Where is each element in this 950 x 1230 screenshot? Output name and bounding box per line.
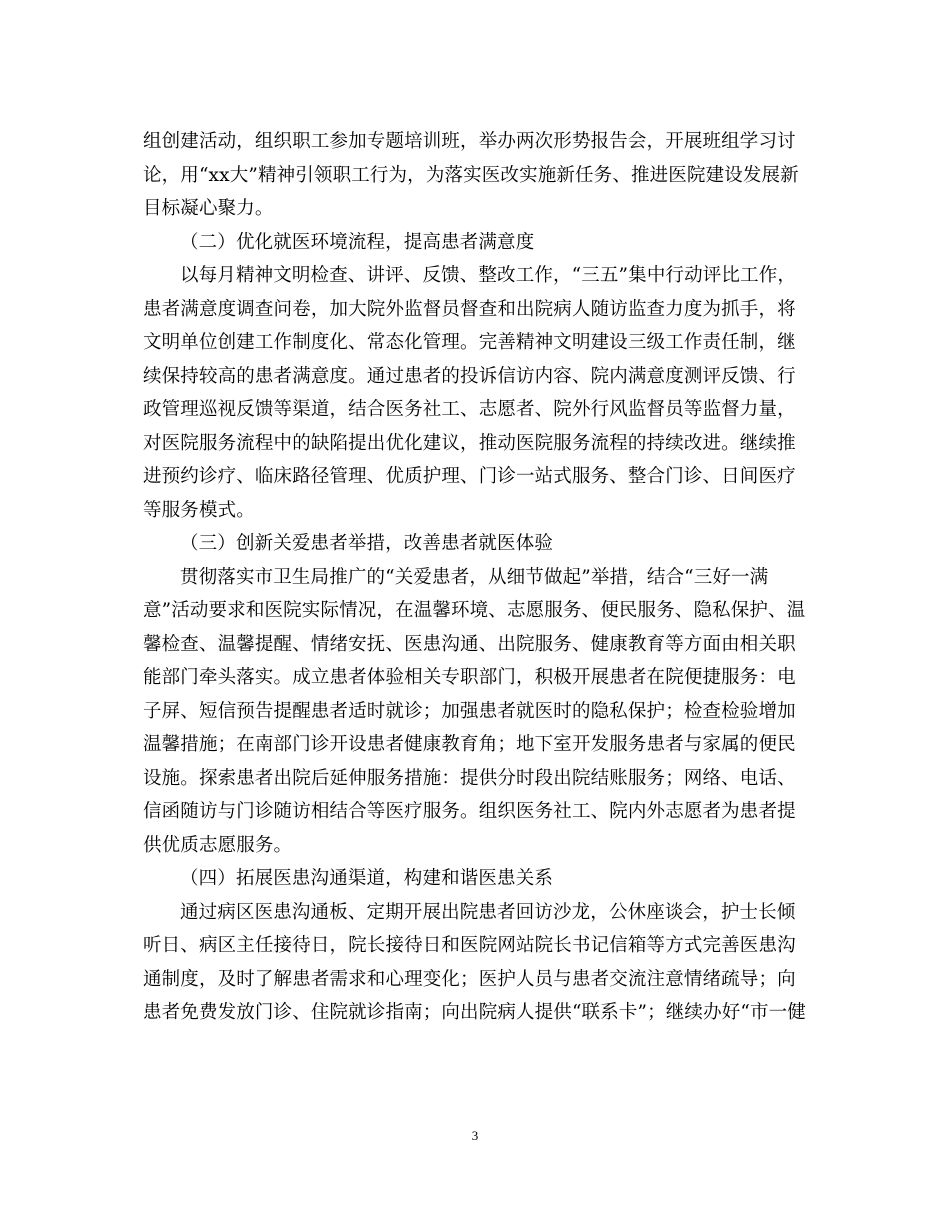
text-line: 贯彻落实市卫生局推广的“关爱患者，从细节做起”举措，结合“三好一满 xyxy=(180,566,769,588)
text-line: 供优质志愿服务。 xyxy=(143,834,293,856)
text-line: 进预约诊疗、临床路径管理、优质护理、门诊一站式服务、整合门诊、日间医疗 xyxy=(143,466,796,487)
text-line: 通过病区医患沟通板、定期开展出院患者回访沙龙，公休座谈会，护士长倾 xyxy=(180,901,796,923)
text-line: 对医院服务流程中的缺陷提出优化建议，推动医院服务流程的持续改进。继续推 xyxy=(143,432,796,454)
text-line: 以每月精神文明检查、讲评、反馈、整改工作，“三五”集中行动评比工作， xyxy=(180,265,797,286)
text-line: 组创建活动，组织职工参加专题培训班，举办两次形势报告会，开展班组学习讨 xyxy=(143,131,796,152)
text-line: 患者免费发放门诊、住院就诊指南；向出院病人提供“联系卡”；继续办好“市一健 xyxy=(143,1002,806,1023)
text-line: 目标凝心聚力。 xyxy=(143,198,274,219)
text-line: 能部门牵头落实。成立患者体验相关专职部门，积极开展患者在院便捷服务：电 xyxy=(143,667,796,688)
text-line: 温馨措施；在南部门诊开设患者健康教育角；地下室开发服务患者与家属的便民 xyxy=(143,734,796,755)
text-line: 子屏、短信预告提醒患者适时就诊；加强患者就医时的隐私保护；检查检验增加 xyxy=(143,700,796,722)
section-heading: （三）创新关爱患者举措，改善患者就医体验 xyxy=(180,533,554,554)
text-line: 听日、病区主任接待日，院长接待日和医院网站院长书记信箱等方式完善医患沟 xyxy=(143,935,796,956)
text-line: 意”活动要求和医院实际情况，在温馨环境、志愿服务、便民服务、隐私保护、温 xyxy=(143,600,806,621)
text-line: 通制度，及时了解患者需求和心理变化；医护人员与患者交流注意情绪疏导；向 xyxy=(143,968,796,990)
text-line: 患者满意度调查问卷，加大院外监督员督查和出院病人随访监查力度为抓手，将 xyxy=(143,298,796,320)
text-line: 设施。探索患者出院后延伸服务措施：提供分时段出院结账服务；网络、电话、 xyxy=(143,767,796,789)
text-line: 政管理巡视反馈等渠道，结合医务社工、志愿者、院外行风监督员等监督力量， xyxy=(143,399,796,420)
text-line: 等服务模式。 xyxy=(143,499,255,521)
text-line: 信函随访与门诊随访相结合等医疗服务。组织医务社工、院内外志愿者为患者提 xyxy=(143,801,796,822)
text-line: 续保持较高的患者满意度。通过患者的投诉信访内容、院内满意度测评反馈、行 xyxy=(143,365,796,387)
page-number: 3 xyxy=(471,1128,479,1143)
document-body xyxy=(143,125,808,1030)
section-heading: （四）拓展医患沟通渠道，构建和谐医患关系 xyxy=(180,868,554,889)
text-line: 文明单位创建工作制度化、常态化管理。完善精神文明建设三级工作责任制，继 xyxy=(143,332,796,353)
text-line: 馨检查、温馨提醒、情绪安抚、医患沟通、出院服务、健康教育等方面由相关职 xyxy=(143,633,796,655)
section-heading: （二）优化就医环境流程，提高患者满意度 xyxy=(180,231,535,253)
text-line: 论，用“xx大”精神引领职工行为，为落实医改实施新任务、推进医院建设发展新 xyxy=(143,164,799,186)
